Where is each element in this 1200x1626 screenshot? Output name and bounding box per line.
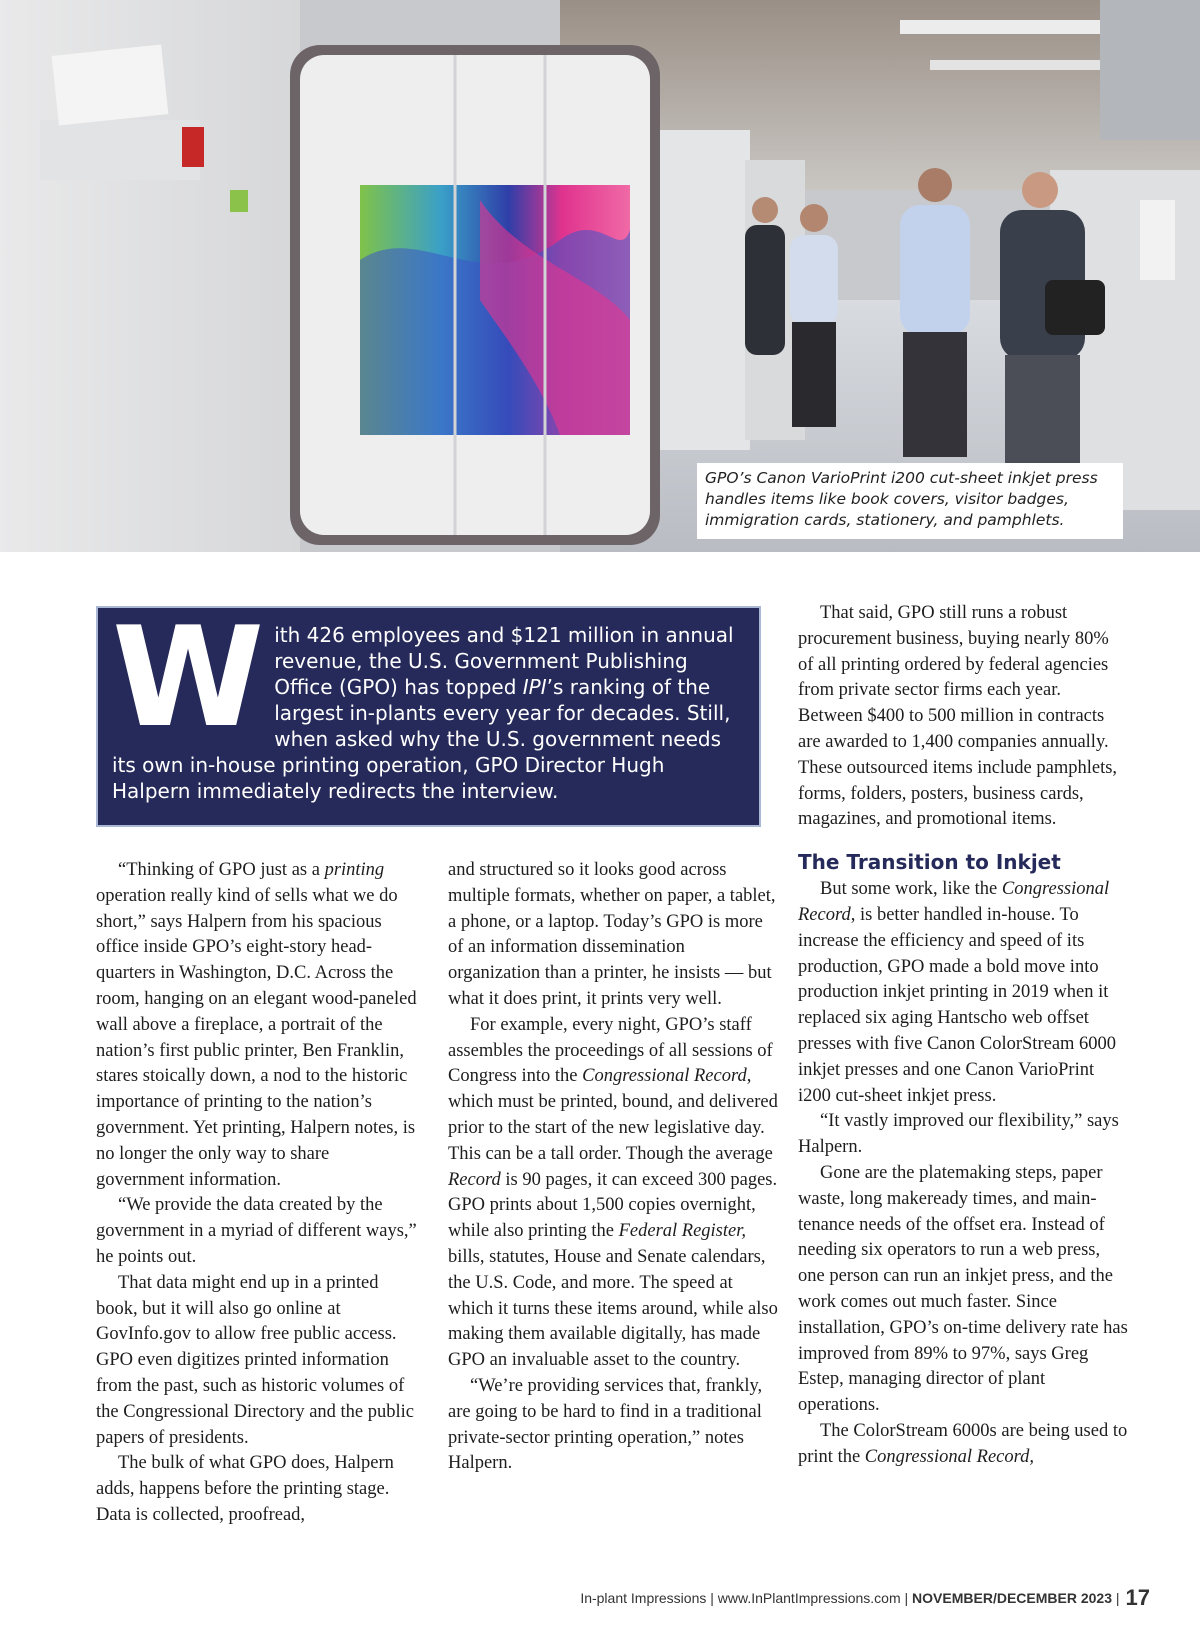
text-run-italic: Federal Register,	[618, 1221, 747, 1242]
paragraph: That said, GPO still runs a robust procurement business, buying nearly 80% of all printing ordered by federal agencies from private sector firms each year. Between $400 to 500 million in contracts are awarded to 1,400 companies annually. These outsourced items include pamphlets, forms, folders, posters, business cards, magazines, and promotional items.	[798, 603, 1118, 830]
paragraph: The bulk of what GPO does, Halpern adds, happens before the printing stage. Data is collected, proofread,	[96, 1453, 394, 1525]
footer-issue: NOVEMBER/DECEMBER 2023	[912, 1590, 1112, 1606]
text-run: operation really kind of sells what we do short,” says Halpern from his spacious office inside GPO’s eight-story headquarters in Washington, D.C. Across the room, hanging on an elegant wood-paneled wall above a fireplace, a portrait of the nation’s first public printer, Ben Franklin, stares stoically down, a nod to the historic importance of printing to the nation’s government. Yet printing, Halpern notes, is no longer the only way to share government information.	[96, 885, 417, 1190]
paragraph: That data might end up in a printed book, but it will also go online at GovInfo.gov to allow free public access. GPO even digitizes printed information from the past, such as historic volumes of the Congressional Directory and the public papers of presidents.	[96, 1272, 415, 1448]
column-2	[448, 858, 778, 1477]
intro-ipi: IPI	[522, 675, 547, 699]
drop-cap: W	[112, 597, 265, 758]
paragraph	[96, 858, 422, 1193]
text-run-italic: Congressional Record	[582, 1066, 747, 1087]
paragraph	[798, 877, 1128, 1109]
text-run-italic: printing	[324, 860, 385, 880]
paragraph: and structured so it looks good across multiple formats, whether on paper, a tablet, a phone, or a laptop. Today’s GPO is more of an information dissemination organization than a printer, he insists — but what it does print, it prints very well.	[448, 860, 776, 1009]
text-run: For example, every night, GPO’s staff assembles the proceedings of all sessions of Congress into the	[448, 1014, 773, 1087]
text-run-italic: Record	[448, 1169, 501, 1190]
text-run: bills, statutes, House and Senate calendars, the U.S. Code, and more. The speed at which it turns these items around, while also making them available digitally, has made GPO an invaluable asset to the country.	[448, 1246, 778, 1371]
column-1	[96, 858, 422, 1529]
text-run: The ColorStream 6000s are being used to print the	[798, 1420, 1128, 1467]
paragraph: “We provide the data created by the government in a myriad of different ways,” he points out.	[96, 1195, 417, 1267]
text-run: , is better handled in-house. To increase the efficiency and speed of its production, GPO made a bold move into production inkjet printing in 2019 when it replaced six aging Hantscho web offset presses with five Canon ColorStream 6000 inkjet presses and one Canon VarioPrint i200 cut-sheet inkjet press.	[798, 904, 1117, 1106]
section-heading: The Transition to Inkjet	[798, 850, 1061, 875]
footer-publication: In-plant Impressions | www.InPlantImpressions.com |	[580, 1590, 913, 1606]
paragraph	[798, 1419, 1128, 1471]
column-3	[798, 601, 1128, 1471]
text-run: is 90 pages, it can exceed 300 pages. GPO prints about 1,500 copies overnight, while also printing the	[448, 1169, 778, 1242]
text-run-italic: Congressional Record,	[864, 1446, 1035, 1467]
intro-box	[96, 597, 761, 827]
paragraph: “It vastly improved our flexibility,” says Halpern.	[798, 1111, 1119, 1158]
photo-caption: GPO’s Canon VarioPrint i200 cut-sheet inkjet press handles items like book covers, visitor badges, immigration cards, stationery, and pamphlets.	[697, 463, 1123, 539]
article-photo	[0, 0, 1200, 552]
footer-separator: |	[1111, 1590, 1120, 1606]
text-run: , which must be printed, bound, and delivered prior to the start of the new legislative day. This can be a tall order. Though the average	[448, 1066, 778, 1164]
text-run-italic: Congressional Record	[798, 879, 1110, 925]
paragraph: “We’re providing services that, frankly, are going to be hard to find in a traditional private-sector printing operation,” notes Halpern.	[448, 1375, 763, 1474]
text-run: But some work, like the	[820, 879, 1002, 900]
intro-text: ith 426 employees and $121 million in annual revenue, the U.S. Government Publishing Office (GPO) has topped	[274, 623, 734, 699]
intro-text-2: ’s ranking of the largest in-plants every year for decades. Still, when asked why the U.S. government needs its own in-house printing operation, GPO Director Hugh Halpern immediately redirects the interview.	[112, 675, 731, 803]
text-run: “Thinking of GPO just as a	[118, 860, 325, 880]
page-number: 17	[1125, 1585, 1150, 1610]
paragraph	[448, 1013, 778, 1374]
paragraph: Gone are the platemaking steps, paper waste, long makeready times, and maintenance needs of the offset era. Instead of needing six operators to run a web press, one person can run an inkjet press, and the work comes out much faster. Since installation, GPO’s on-time delivery rate has improved from 89% to 97%, says Greg Estep, managing director of plant operations.	[798, 1162, 1128, 1416]
page-footer	[0, 1583, 1150, 1609]
